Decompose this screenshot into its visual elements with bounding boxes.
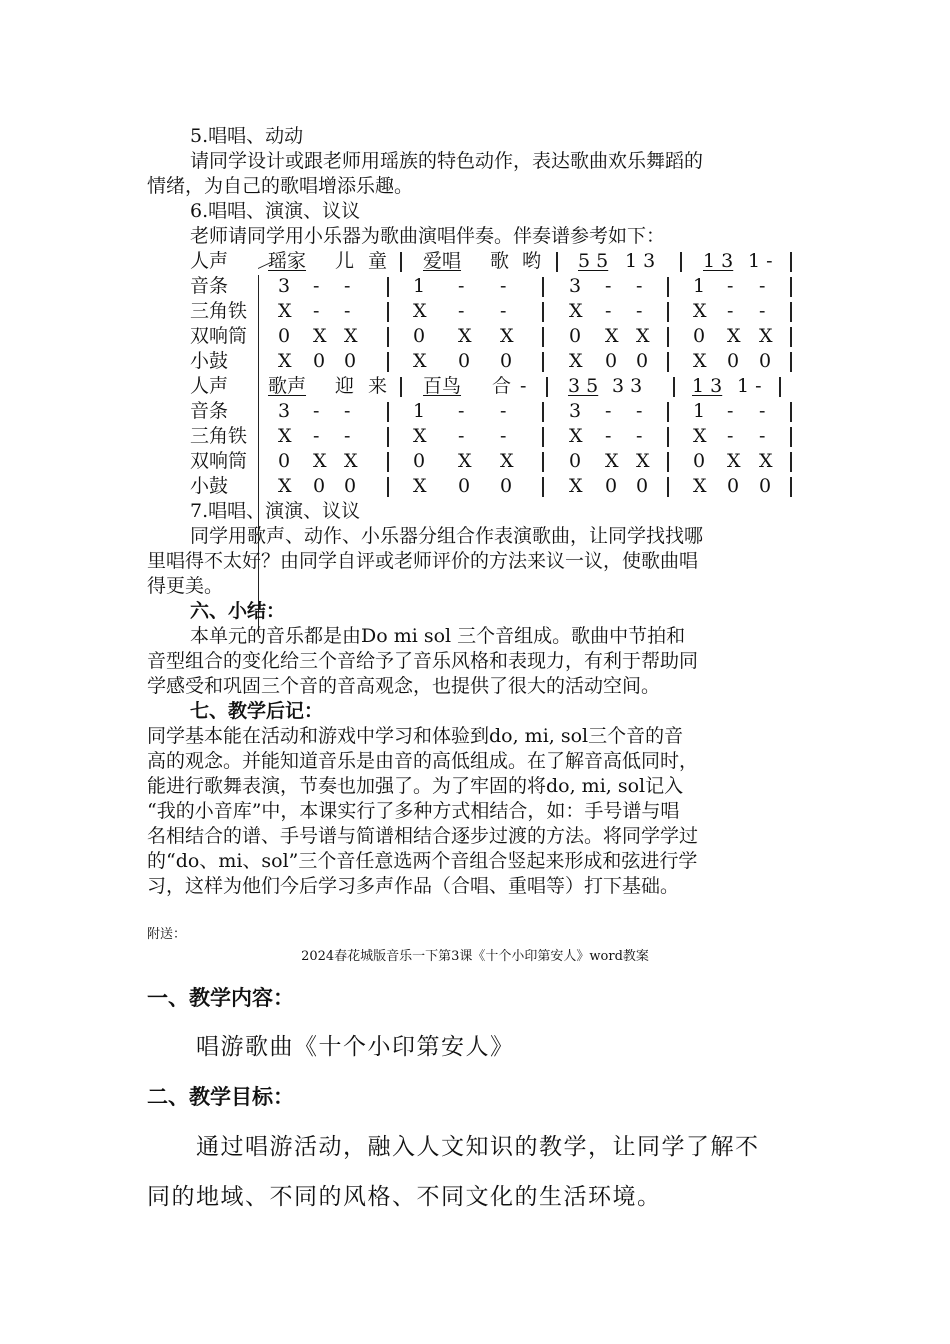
score-brace	[258, 275, 273, 635]
score-row-label: 三角铁	[190, 300, 248, 322]
bar-line	[542, 427, 544, 447]
score-cell: X	[500, 325, 514, 347]
score-cell: -	[636, 275, 643, 297]
bar-line	[542, 402, 544, 422]
score-cell: 3	[278, 400, 291, 422]
score-lyric: 来	[368, 375, 388, 397]
score-row-label: 人声	[190, 375, 229, 397]
score-lyric: 歌	[490, 250, 510, 272]
bar-line	[667, 477, 669, 497]
bar-line	[387, 277, 389, 297]
score-notes: 3 5	[568, 375, 599, 397]
score-cell: -	[344, 425, 351, 447]
score-cell: 0	[344, 350, 357, 372]
score-notes: 1 3	[703, 250, 734, 272]
summary-line2: 音型组合的变化给三个音给予了音乐风格和表现力，有利于帮助同	[147, 650, 699, 672]
score-row-label: 人声	[190, 250, 229, 272]
score-cell: 1	[413, 400, 426, 422]
score-cell: 0	[759, 350, 772, 372]
bar-line	[790, 252, 792, 272]
score-cell: X	[278, 300, 292, 322]
bar-line	[542, 302, 544, 322]
section-6-heading: 6.唱唱、演演、议议	[190, 200, 361, 222]
section-7-heading: 7.唱唱、演演、议议	[190, 500, 361, 522]
bar-line	[387, 477, 389, 497]
section-7-paragraph-line1: 同学用歌声、动作、小乐器分组合作表演歌曲，让同学找找哪	[190, 525, 704, 547]
score-cell: 0	[413, 450, 426, 472]
score-cell: -	[759, 275, 766, 297]
score-cell: 1	[693, 275, 706, 297]
score-cell: X	[500, 450, 514, 472]
summary-line3: 学感受和巩固三个音的音高观念，也提供了很大的活动空间。	[147, 675, 661, 697]
score-cell: 0	[569, 450, 582, 472]
score-cell: -	[605, 300, 612, 322]
teaching-content-text: 唱游歌曲《十个小印第安人》	[196, 1034, 515, 1060]
section-5-paragraph-line2: 情绪，为自己的歌唱增添乐趣。	[147, 175, 414, 197]
score-lyric: 合	[492, 375, 512, 397]
score-cell: X	[344, 450, 358, 472]
bar-line	[673, 377, 675, 397]
score-cell: X	[569, 475, 583, 497]
score-cell: 0	[636, 350, 649, 372]
bar-line	[667, 352, 669, 372]
score-cell: 0	[693, 450, 706, 472]
score-cell: 0	[727, 350, 740, 372]
score-lyric: 儿	[335, 250, 355, 272]
score-lyric: 百鸟	[423, 375, 462, 397]
score-notes: 5 5	[578, 250, 609, 272]
score-cell: 0	[693, 325, 706, 347]
bar-line	[387, 352, 389, 372]
score-cell: X	[278, 425, 292, 447]
summary-line1: 本单元的音乐都是由Do mi sol 三个音组成。歌曲中节拍和	[190, 625, 686, 647]
score-notes: 3 3	[612, 375, 643, 397]
score-cell: 0	[759, 475, 772, 497]
score-cell: 0	[605, 475, 618, 497]
bar-line	[667, 302, 669, 322]
score-row-label: 小鼓	[190, 475, 229, 497]
score-lyric: -	[520, 375, 527, 397]
postscript-line2: 高的观念。并能知道音乐是由音的高低组成。在了解音高低同时，	[147, 750, 699, 772]
postscript-heading: 七、教学后记：	[190, 700, 324, 722]
score-cell: 1	[413, 275, 426, 297]
score-cell: 0	[500, 350, 513, 372]
teaching-goal-heading: 二、教学目标：	[147, 1085, 294, 1109]
score-cell: 0	[313, 350, 326, 372]
score-cell: 0	[605, 350, 618, 372]
bar-line	[667, 427, 669, 447]
score-row-label: 音条	[190, 400, 229, 422]
section-5-paragraph-line1: 请同学设计或跟老师用瑶族的特色动作，表达歌曲欢乐舞蹈的	[190, 150, 704, 172]
score-cell: -	[636, 300, 643, 322]
score-cell: X	[693, 425, 707, 447]
score-lyric: 瑶家	[268, 250, 307, 272]
bar-line	[790, 352, 792, 372]
bar-line	[667, 277, 669, 297]
score-cell: 3	[569, 400, 582, 422]
score-cell: -	[727, 275, 734, 297]
score-cell: X	[413, 425, 427, 447]
score-cell: -	[344, 400, 351, 422]
teaching-goal-line1: 通过唱游活动，融入人文知识的教学，让同学了解不	[196, 1134, 760, 1160]
score-cell: -	[344, 275, 351, 297]
score-cell: X	[759, 450, 773, 472]
bar-line	[790, 452, 792, 472]
bar-line	[400, 377, 402, 397]
section-7-paragraph-line2: 里唱得不太好？由同学自评或老师评价的方法来议一议，使歌曲唱	[147, 550, 699, 572]
score-cell: X	[413, 350, 427, 372]
score-cell: X	[605, 325, 619, 347]
teaching-content-heading: 一、教学内容：	[147, 986, 294, 1010]
bar-line	[542, 452, 544, 472]
bar-line	[542, 277, 544, 297]
score-cell: -	[458, 400, 465, 422]
score-cell: -	[759, 400, 766, 422]
score-cell: -	[344, 300, 351, 322]
score-cell: -	[727, 425, 734, 447]
score-notes: 1 -	[737, 375, 762, 397]
score-cell: X	[413, 475, 427, 497]
bar-line	[387, 302, 389, 322]
score-row-label: 三角铁	[190, 425, 248, 447]
score-cell: -	[605, 400, 612, 422]
score-row-label: 小鼓	[190, 350, 229, 372]
score-cell: X	[693, 300, 707, 322]
score-cell: -	[313, 425, 320, 447]
score-cell: 0	[569, 325, 582, 347]
postscript-line6: 的“do、mi、sol”三个音任意选两个音组合竖起来形成和弦进行学	[147, 850, 698, 872]
score-row-label: 双响筒	[190, 450, 248, 472]
score-cell: -	[500, 300, 507, 322]
score-cell: -	[605, 425, 612, 447]
score-cell: 0	[278, 450, 291, 472]
bar-line	[790, 427, 792, 447]
score-cell: -	[759, 300, 766, 322]
score-cell: 0	[278, 325, 291, 347]
score-cell: -	[500, 400, 507, 422]
bar-line	[790, 327, 792, 347]
score-cell: 0	[458, 475, 471, 497]
score-lyric: 童	[368, 250, 388, 272]
score-cell: -	[458, 275, 465, 297]
bar-line	[400, 252, 402, 272]
section-7-paragraph-line3: 得更美。	[147, 575, 224, 597]
score-cell: X	[636, 450, 650, 472]
postscript-line7: 习，这样为他们今后学习多声作品（合唱、重唱等）打下基础。	[147, 875, 680, 897]
score-lyric: 爱唱	[423, 250, 462, 272]
section-6-intro: 老师请同学用小乐器为歌曲演唱伴奏。伴奏谱参考如下：	[190, 225, 666, 247]
appendix-title: 2024春花城版音乐一下第3课《十个小印第安人》word教案	[301, 949, 649, 964]
score-cell: -	[313, 275, 320, 297]
postscript-line1: 同学基本能在活动和游戏中学习和体验到do, mi, sol三个音的音	[147, 725, 684, 747]
section-5-heading: 5.唱唱、动动	[190, 125, 304, 147]
score-cell: -	[636, 400, 643, 422]
bar-line	[542, 352, 544, 372]
score-cell: 0	[500, 475, 513, 497]
score-cell: 3	[569, 275, 582, 297]
bar-line	[779, 377, 781, 397]
score-lyric: 歌声	[268, 375, 307, 397]
score-cell: -	[759, 425, 766, 447]
score-cell: 3	[278, 275, 291, 297]
score-cell: 0	[413, 325, 426, 347]
score-cell: 0	[727, 475, 740, 497]
score-cell: -	[458, 425, 465, 447]
bar-line	[790, 477, 792, 497]
score-cell: X	[344, 325, 358, 347]
score-lyric: 迎	[335, 375, 355, 397]
bar-line	[542, 327, 544, 347]
bar-line	[667, 452, 669, 472]
score-cell: X	[458, 450, 472, 472]
score-cell: X	[278, 350, 292, 372]
bar-line	[790, 402, 792, 422]
teaching-goal-line2: 同的地域、不同的风格、不同文化的生活环境。	[147, 1184, 662, 1210]
score-cell: X	[313, 325, 327, 347]
score-cell: -	[500, 275, 507, 297]
score-cell: -	[500, 425, 507, 447]
score-cell: 0	[344, 475, 357, 497]
score-cell: X	[278, 475, 292, 497]
bar-line	[387, 427, 389, 447]
score-lyric: 哟	[522, 250, 542, 272]
bar-line	[556, 252, 558, 272]
score-row-label: 双响筒	[190, 325, 248, 347]
score-cell: X	[693, 350, 707, 372]
score-cell: -	[727, 400, 734, 422]
bar-line	[387, 402, 389, 422]
bar-line	[387, 452, 389, 472]
score-cell: X	[636, 325, 650, 347]
bar-line	[542, 477, 544, 497]
score-cell: -	[313, 400, 320, 422]
score-cell: X	[569, 350, 583, 372]
score-cell: 0	[458, 350, 471, 372]
score-cell: -	[313, 300, 320, 322]
score-cell: -	[458, 300, 465, 322]
bar-line	[387, 327, 389, 347]
bar-line	[667, 327, 669, 347]
score-cell: 0	[636, 475, 649, 497]
score-notes: 1 -	[748, 250, 773, 272]
bar-line	[667, 402, 669, 422]
score-cell: 0	[313, 475, 326, 497]
score-cell: X	[605, 450, 619, 472]
bar-line	[790, 302, 792, 322]
score-cell: X	[458, 325, 472, 347]
bar-line	[790, 277, 792, 297]
score-cell: X	[569, 300, 583, 322]
score-cell: X	[759, 325, 773, 347]
score-cell: -	[636, 425, 643, 447]
postscript-line5: 名相结合的谱、手号谱与简谱相结合逐步过渡的方法。将同学学过	[147, 825, 699, 847]
score-row-label: 音条	[190, 275, 229, 297]
score-cell: X	[569, 425, 583, 447]
score-notes: 1 3	[692, 375, 723, 397]
score-cell: X	[693, 475, 707, 497]
appendix-label: 附送：	[147, 927, 187, 942]
score-cell: 1	[693, 400, 706, 422]
summary-heading: 六、小结：	[190, 600, 286, 622]
score-cell: -	[727, 300, 734, 322]
bar-line	[680, 252, 682, 272]
bar-line	[546, 377, 548, 397]
postscript-line3: 能进行歌舞表演，节奏也加强了。为了牢固的将do, mi, sol记入	[147, 775, 684, 797]
score-cell: X	[727, 325, 741, 347]
score-cell: X	[313, 450, 327, 472]
score-cell: X	[413, 300, 427, 322]
score-cell: -	[605, 275, 612, 297]
score-notes: 1 3	[625, 250, 656, 272]
postscript-line4: “我的小音库”中，本课实行了多种方式相结合，如：手号谱与唱	[147, 800, 680, 822]
score-cell: X	[727, 450, 741, 472]
